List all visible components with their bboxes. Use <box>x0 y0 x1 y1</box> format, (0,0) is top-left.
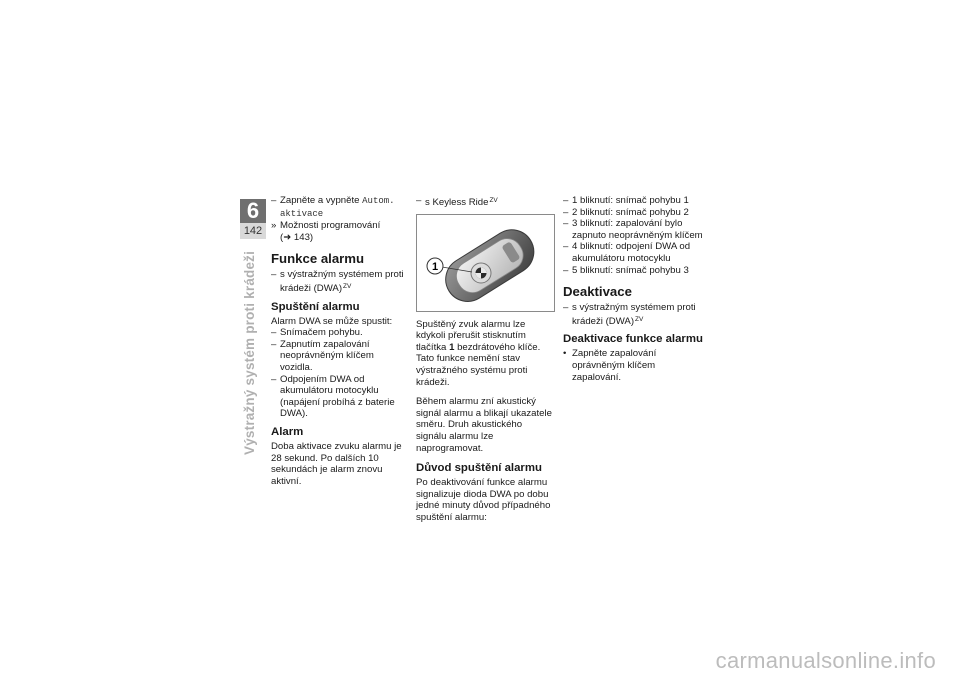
callout-label: 1 <box>431 260 439 273</box>
list-item <box>271 339 409 374</box>
list-item <box>563 218 703 241</box>
item-text: 1 bliknutí: snímač pohybu 1 <box>572 195 689 206</box>
heading-alarm: Alarm <box>271 425 304 438</box>
list-item <box>563 302 703 327</box>
dash-marker: – <box>563 302 569 314</box>
paragraph-text: Spuštěný zvuk alarmu lze kdykoli přerušit stisknutím tlačítka <box>416 318 526 353</box>
list-item <box>416 195 554 209</box>
heading-deaktivace-funkce: Deaktivace funkce alarmu <box>563 333 703 346</box>
item-text: Možnosti programování <box>280 220 381 232</box>
heading-spusteni-alarmu: Spuštění alarmu <box>271 300 360 313</box>
dash-marker: – <box>271 195 277 206</box>
paragraph: Během alarmu zní akustický signál alarmu a blikají ukazatele směru. Druh akustického signálu alarmu lze naprogramovat. <box>416 396 552 454</box>
key-fob-icon <box>437 221 542 309</box>
item-text: Zapnutím zapalování neoprávněným klíčem vozidla. <box>280 338 374 373</box>
dash-marker: – <box>271 269 277 281</box>
page-number: 142 <box>240 223 266 239</box>
wireless-key-figure <box>416 214 555 312</box>
list-item <box>271 220 409 243</box>
list-item <box>271 269 409 294</box>
dash-marker: – <box>563 241 569 253</box>
item-text: 2 bliknutí: snímač pohybu 2 <box>572 206 689 218</box>
result-arrow-icon: » <box>271 220 277 232</box>
chapter-title-vertical: Výstražný systém proti krádeži <box>242 250 257 455</box>
list-item <box>563 195 703 207</box>
item-text: Zapněte zapalování oprávněným klíčem zapalování. <box>572 348 657 383</box>
dash-marker: – <box>563 218 569 230</box>
item-text: 3 bliknutí: zapalování bylo zapnuto neoprávněným klíčem <box>572 218 703 241</box>
list-item <box>563 241 703 264</box>
dash-marker: – <box>271 327 277 339</box>
dash-marker: – <box>416 195 422 206</box>
page-reference[interactable]: (➜ 143) <box>280 231 314 243</box>
display-code: aktivace <box>280 208 324 219</box>
column-middle <box>416 195 554 524</box>
list-item <box>563 348 703 383</box>
column-left <box>271 195 409 487</box>
chapter-number-tab: 6 <box>240 199 266 223</box>
item-text: s výstražným systémem proti krádeži (DWA) <box>572 302 696 327</box>
item-text: Snímačem pohybu. <box>280 327 363 339</box>
heading-duvod-spusteni: Důvod spuštění alarmu <box>416 462 542 475</box>
heading-deaktivace: Deaktivace <box>563 284 632 300</box>
dash-marker: – <box>271 338 277 350</box>
item-text: Zapněte a vypněte <box>280 195 363 206</box>
list-item <box>271 374 409 420</box>
paragraph <box>416 319 554 389</box>
list-item <box>271 195 409 220</box>
option-superscript: ZV <box>635 315 644 323</box>
button-reference: 1 <box>449 341 455 353</box>
paragraph: Po deaktivování funkce alarmu signalizuje dioda DWA po dobu jedné minuty důvod případného spuštění alarmu: <box>416 477 551 523</box>
dash-marker: – <box>563 195 569 206</box>
display-code: Autom. <box>362 196 395 206</box>
bullet-icon: • <box>563 348 567 360</box>
item-text: 5 bliknutí: snímač pohybu 3 <box>572 264 689 276</box>
list-item <box>563 207 703 219</box>
watermark: carmanualsonline.info <box>715 648 936 673</box>
list-item <box>563 265 703 277</box>
dash-marker: – <box>271 373 277 385</box>
wireless-key-illustration <box>417 215 554 311</box>
paragraph-text: bezdrátového klíče. Tato funkce nemění stav výstražného systému proti krádeži. <box>416 341 541 388</box>
column-right <box>563 195 703 383</box>
paragraph: Alarm DWA se může spustit: <box>271 315 393 327</box>
item-text: Odpojením DWA od akumulátoru motocyklu (napájení probíhá z baterie DWA). <box>280 373 395 420</box>
option-superscript: ZV <box>489 197 498 204</box>
dash-marker: – <box>563 206 569 218</box>
item-text: 4 bliknutí: odpojení DWA od akumulátoru motocyklu <box>572 241 691 264</box>
dash-marker: – <box>563 264 569 276</box>
item-text: s Keyless Ride <box>425 197 489 208</box>
paragraph: Doba aktivace zvuku alarmu je 28 sekund. Po dalších 10 sekundách je alarm znovu aktivní. <box>271 440 402 487</box>
heading-funkce-alarmu: Funkce alarmu <box>271 251 365 267</box>
option-superscript: ZV <box>343 282 352 290</box>
list-item <box>271 327 409 339</box>
item-text: s výstražným systémem proti krádeži (DWA) <box>280 269 404 294</box>
